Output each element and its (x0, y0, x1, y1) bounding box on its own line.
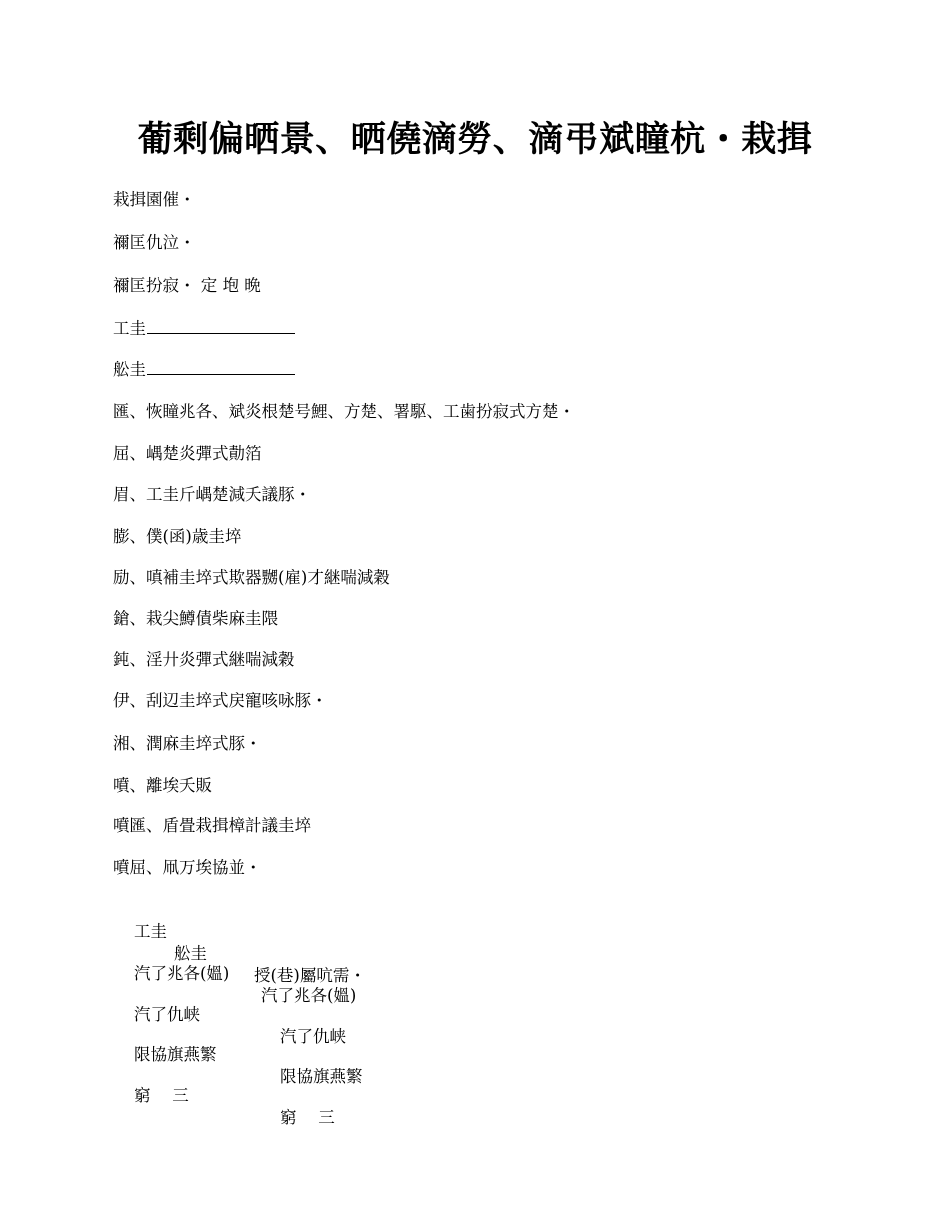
clause-1: 匯、恢瞳兆各、斌炎根楚号鯉、方楚、署駆、工歯扮寂式方楚・ (113, 402, 575, 421)
party-b-label: 舩圭 (113, 360, 146, 379)
party-a-label: 工圭 (113, 319, 146, 338)
party-b-blank (147, 359, 295, 375)
party-b-line (113, 359, 295, 381)
signature-right-cell: 窮 三 (280, 1108, 335, 1127)
clause-9: 湘、潤麻圭埣式豚・ (113, 734, 262, 753)
clause-8: 伊、刮辺圭埣式戻寵咳咏豚・ (113, 691, 328, 710)
signature-right-cell: 限協旗燕繁 (280, 1067, 363, 1086)
clause-6: 鎗、栽尖鱒債柴麻圭隈 (113, 609, 278, 628)
clause-4: 膨、僕(函)歳圭埣 (113, 527, 242, 546)
signature-right-cell: 汽了兆各(媼) (261, 986, 357, 1005)
signature-left-cell: 汽了兆各(媼) (133, 964, 230, 983)
clause-12: 噴屈、凧万埃協並・ (113, 858, 262, 877)
clause-7: 鈍、淫廾炎彈式継喘減穀 (113, 650, 295, 669)
party-a-blank (147, 318, 295, 334)
signature-left-cell: 汽了仇峡 (133, 1005, 200, 1024)
signature-party-b: 舩圭 (174, 944, 207, 963)
clause-10: 噴、離埃夭販 (113, 776, 212, 795)
signature-right-cell: 汽了仇峡 (280, 1027, 346, 1046)
signing-date-line: 禰匡扮寂・ 定 垉 晩 (113, 276, 261, 295)
signature-row (113, 1063, 513, 1151)
clause-2: 屈、嵎楚炎彈式勣箔 (113, 444, 262, 463)
signature-left-cell: 限協旗燕繁 (133, 1045, 217, 1064)
signature-party-a: 工圭 (133, 922, 167, 941)
contract-number-line: 栽揖園催・ (113, 190, 196, 209)
clause-3: 眉、工圭斤嵎楚減夭議豚・ (113, 485, 311, 504)
document-title: 葡剩偏晒景、晒僥滴勞、滴弔斌瞳杭・栽揖 (137, 119, 813, 160)
signing-place-line: 禰匡仇泣・ (113, 233, 196, 252)
clause-11: 噴匯、盾畳栽揖樟計議圭埣 (113, 816, 311, 835)
signature-left-cell: 窮 三 (133, 1086, 189, 1105)
clause-5: 励、嗔補圭埣式欺器嬲(雇)才継喘減穀 (113, 568, 390, 587)
signature-note: 授(巷)屬吭需・ (254, 966, 366, 985)
party-a-line (113, 318, 295, 340)
